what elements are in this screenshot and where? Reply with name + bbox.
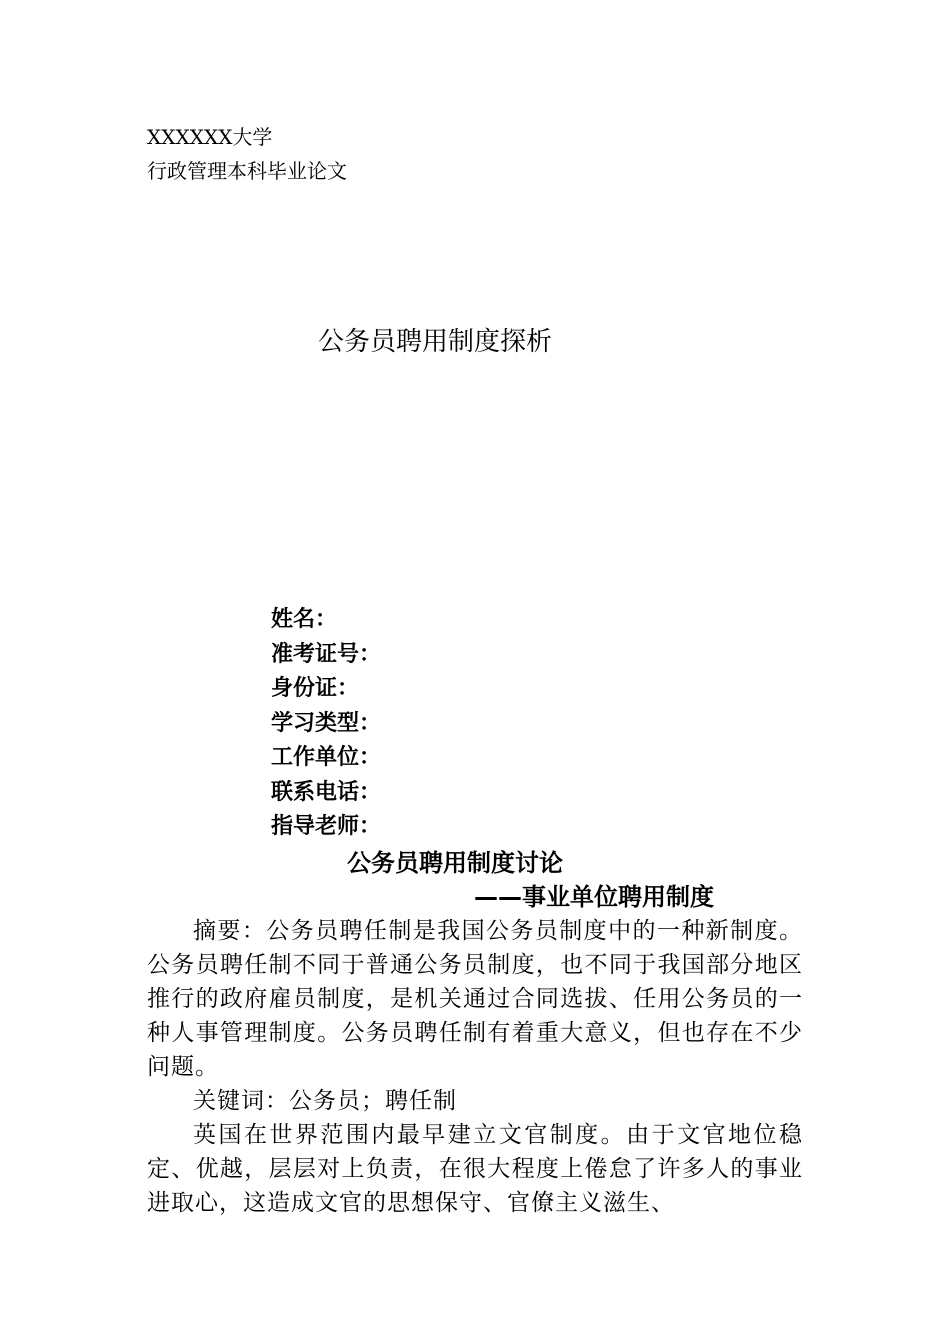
section-subtitle: ——事业单位聘用制度	[474, 883, 714, 911]
thesis-title: 公务员聘用制度探析	[318, 327, 553, 357]
info-field-id-card: 身份证：	[271, 676, 360, 701]
info-field-study-type: 学习类型：	[271, 710, 382, 736]
info-field-work-unit: 工作单位：	[271, 745, 382, 770]
info-field-advisor: 指导老师：	[271, 814, 382, 839]
section-title: 公务员聘用制度讨论	[347, 849, 563, 877]
university-name: XXXXXX大学	[147, 125, 273, 149]
body-paragraph: 英国在世界范围内最早建立文官制度。由于文官地位稳定、优越，层层对上负责，在很大程度上倦怠了许多人的事业进取心，这造成文官的思想保守、官僚主义滋生、	[147, 1122, 803, 1216]
info-field-phone: 联系电话：	[271, 779, 382, 805]
info-field-name: 姓名：	[271, 607, 338, 632]
abstract-paragraph: 摘要：公务员聘任制是我国公务员制度中的一种新制度。公务员聘任制不同于普通公务员制度，也不同于我国部分地区推行的政府雇员制度，是机关通过合同选拔、任用公务员的一种人事管理制度。公务员聘任制有着重大意义，但也存在不少问题。	[147, 918, 803, 1080]
thesis-type: 行政管理本科毕业论文	[147, 159, 347, 183]
student-info-list	[271, 603, 381, 845]
body-text	[147, 914, 803, 1220]
document-header	[147, 120, 347, 188]
info-field-exam-number: 准考证号：	[271, 641, 382, 667]
keywords-paragraph: 关键词：公务员；聘任制	[193, 1088, 457, 1114]
